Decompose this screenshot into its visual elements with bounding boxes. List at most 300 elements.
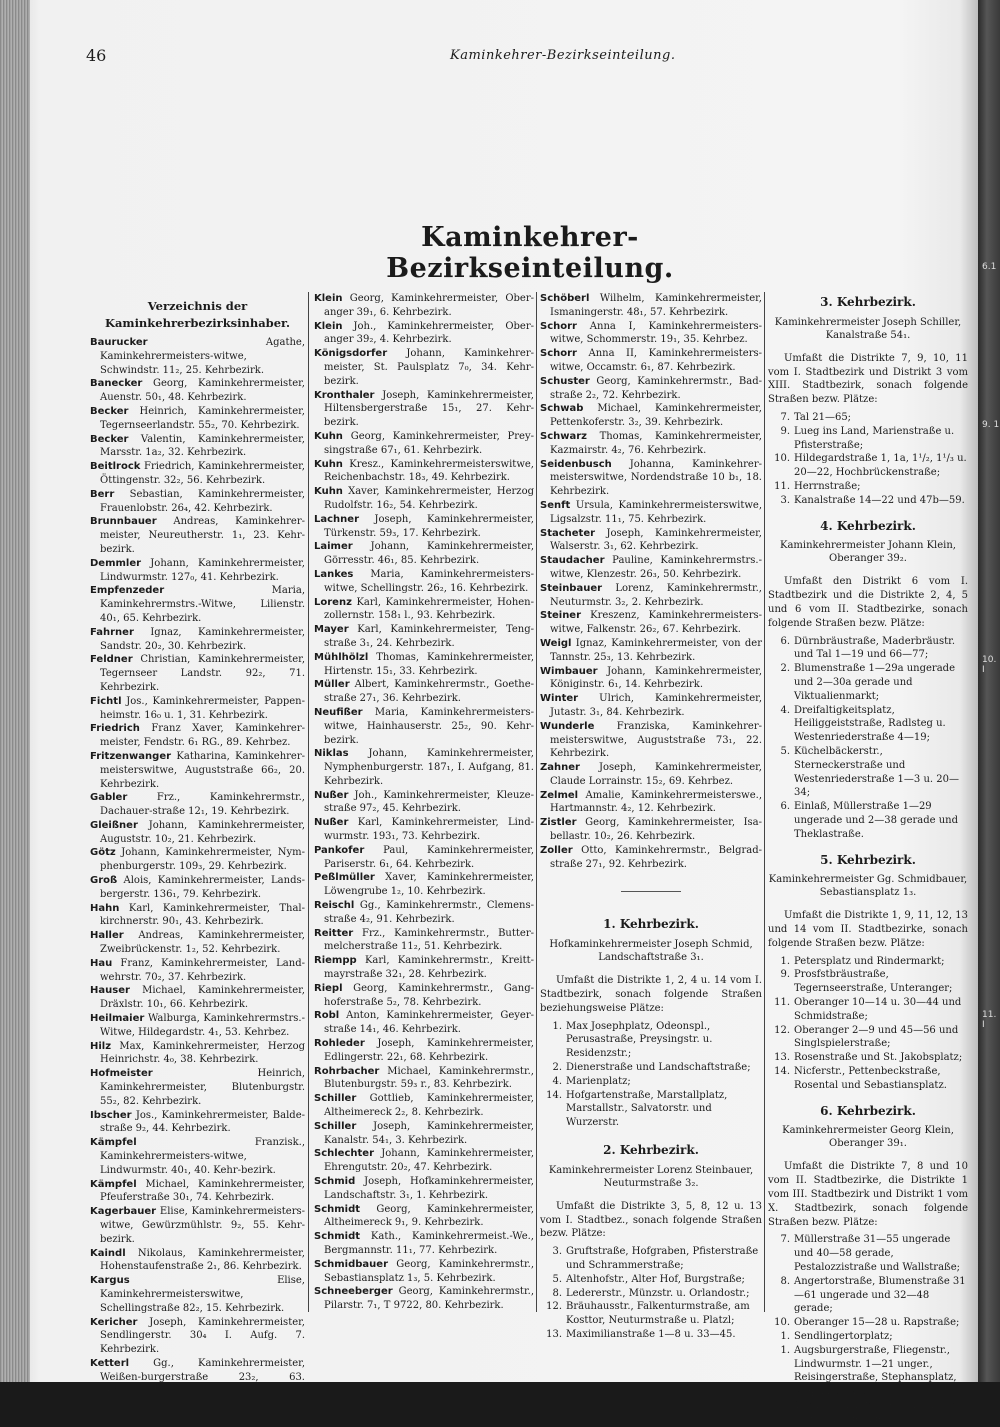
kehrbezirk-title: 5. Kehrbezirk. (820, 852, 916, 867)
street-names: Oberanger 15—28 u. Rapstraße; (794, 1317, 960, 1329)
index-entry (540, 347, 762, 375)
index-entry (314, 1147, 534, 1175)
street-entry (768, 411, 968, 425)
entry-text: Agathe, Kaminkehrermeisters-witwe, Schwindstr. 11₂, 25. Kehrbezirk. (100, 337, 305, 376)
kehrbezirk-title: 3. Kehrbezirk. (820, 295, 916, 309)
index-entry (90, 722, 305, 750)
binding-gutter (0, 0, 30, 1382)
index-entry (314, 513, 534, 541)
index-entry (540, 554, 762, 582)
entry-text: Jos., Kaminkehrermeister, Pappen-heimstr. 16₀ u. 1, 31. Kehrbezirk. (100, 695, 305, 721)
entry-name: Niklas (314, 748, 349, 760)
entry-text: Gg., Kaminkehrermstr., Clemens-straße 4₂, 91. Kehrbezirk. (324, 900, 534, 925)
district-number: 1. (552, 1020, 562, 1032)
index-entry (90, 584, 305, 625)
street-entry (768, 425, 968, 453)
district-number: 5. (552, 1273, 562, 1285)
entry-text: Georg, Kaminkehrermeister, Altheimereck 9₁, 9. Kehrbezirk. (324, 1203, 534, 1229)
entry-name: Beitlrock (90, 461, 141, 473)
entry-name: Schiller (314, 1093, 357, 1105)
index-entry (314, 568, 534, 596)
street-entry (540, 1287, 762, 1301)
entry-text: Joseph, Kaminkehrermeister, Walserstr. 3₁, 62. Kehrbezirk. (550, 527, 762, 553)
index-entry (314, 747, 534, 788)
entry-text: Johann, Kaminkehrer-meister, St. Paulsplatz 7₀, 34. Kehr-bezirk. (324, 348, 534, 387)
entry-name: Neufißer (314, 706, 363, 718)
main-title: Kaminkehrer-Bezirkseinteilung. (386, 222, 674, 284)
street-list (768, 955, 968, 1093)
entry-name: Klein (314, 293, 343, 304)
entry-name: Haller (90, 930, 124, 942)
entry-name: Hau (90, 957, 113, 969)
entry-text: Pauline, Kaminkehrermstrs.-witwe, Klenzestr. 26₃, 50. Kehrbezirk. (550, 555, 762, 580)
section-separator (621, 891, 681, 892)
district-number: 10. (774, 453, 790, 465)
index-list-1 (90, 336, 305, 1398)
entry-name: Fritzenwanger (90, 750, 172, 762)
entry-name: Fahrner (90, 626, 134, 638)
index-entry (90, 750, 305, 791)
district-number: 13. (546, 1329, 562, 1340)
entry-text: Lorenz, Kaminkehrermstr., Neuturmstr. 3₂, 2. Kehrbezirk. (550, 582, 762, 608)
street-entry (768, 800, 968, 841)
street-entry (768, 1051, 968, 1065)
entry-name: Mühlhölzl (314, 651, 369, 663)
entry-name: Gabler (90, 792, 128, 804)
index-entry (90, 515, 305, 556)
kehrbezirk-master: Kaminkehrermeister Georg Klein, Oberanger 39₁. (782, 1125, 954, 1150)
entry-text: Joseph, Kaminkehrermeister, Claude Lorrainstr. 15₂, 69. Kehrbez. (550, 762, 762, 787)
entry-text: Joseph, Kaminkehrermeister, Edlingerstr. 22₁, 68. Kehrbezirk. (324, 1038, 534, 1063)
district-number: 7. (780, 1234, 790, 1246)
entry-name: Schiller (314, 1120, 357, 1132)
entry-name: Schneeberger (314, 1286, 393, 1298)
entry-name: Lankes (314, 568, 354, 580)
entry-text: Joseph, Kaminkehrermeister, Türkenstr. 59₃, 17. Kehrbezirk. (324, 513, 534, 539)
street-entry (540, 1245, 762, 1273)
entry-name: Nußer (314, 817, 349, 829)
entry-text: Otto, Kaminkehrermstr., Belgrad-straße 27₁, 92. Kehrbezirk. (550, 844, 762, 870)
entry-name: Winter (540, 693, 579, 705)
index-entry (90, 1067, 305, 1108)
street-entry (768, 745, 968, 800)
entry-text: Xaver, Kaminkehrermeister, Löwengrube 1₂, 10. Kehrbezirk. (324, 872, 534, 898)
entry-text: Ignaz, Kaminkehrermeister, Sandstr. 20₂, 30. Kehrbezirk. (100, 626, 305, 652)
entry-name: Peßlmüller (314, 872, 375, 884)
entry-text: Friedrich, Kaminkehrermeister, Öttingenstr. 32₂, 56. Kehrbezirk. (100, 461, 305, 486)
entry-text: Joseph, Hofkaminkehrermeister, Landschaftstr. 3₁, 1. Kehrbezirk. (324, 1176, 534, 1201)
entry-text: Nikolaus, Kaminkehrermeister, Hohenstaufenstraße 2₁, 86. Kehrbezirk. (100, 1247, 305, 1273)
entry-name: Senft (540, 499, 571, 511)
index-entry (90, 929, 305, 957)
index-entry (540, 789, 762, 817)
kehrbezirk-description: Umfaßt den Distrikt 6 vom I. Stadtbezirk und die Distrikte 2, 4, 5 und 6 vom II. Stadtbezirke, sonach folgende Straßen bezw. Plätze: (768, 576, 968, 629)
index-entry (314, 1175, 534, 1203)
running-head: Kaminkehrer-Bezirkseinteilung. (450, 48, 676, 63)
street-entry (540, 1061, 762, 1075)
entry-name: Schorr (540, 348, 577, 360)
kehrbezirk-master: Hofkaminkehrermeister Joseph Schmid, Landschaftstraße 3₁. (549, 939, 753, 964)
index-entry (90, 1109, 305, 1137)
index-entry (314, 899, 534, 927)
entry-name: Banecker (90, 378, 143, 390)
district-number: 3. (780, 494, 790, 506)
kehrbezirk-description: Umfaßt die Distrikte 1, 9, 11, 12, 13 und 14 vom II. Stadtbezirke, sonach folgende Straßen bezw. Plätze: (768, 910, 968, 949)
index-list-2 (314, 292, 534, 1313)
index-entry (90, 1205, 305, 1246)
facing-page-edge (978, 0, 1000, 1382)
entry-name: Ibscher (90, 1109, 132, 1121)
entry-name: Nußer (314, 789, 349, 801)
index-entry (90, 846, 305, 874)
entry-name: Schmidt (314, 1203, 361, 1215)
street-names: Sendlingertorplatz; (794, 1331, 893, 1343)
district-number: 2. (552, 1062, 562, 1074)
street-names: Hofgartenstraße, Marstallplatz, Marstallstr., Salvatorstr. und Wurzerstr. (566, 1089, 728, 1129)
index-entry (314, 485, 534, 513)
street-entry (768, 452, 968, 480)
district-number: 11. (774, 997, 790, 1009)
street-entry (768, 635, 968, 663)
index-entry (314, 789, 534, 817)
entry-name: Riepl (314, 982, 343, 994)
kehrbezirk-description: Umfaßt die Distrikte 7, 9, 10, 11 vom I. Stadtbezirk und Distrikt 3 vom XIII. Stadtbezirk, sonach folgende Straßen bezw. Plätze: (768, 352, 968, 406)
street-names: Dürnbräustraße, Maderbräustr. und Tal 1—19 und 66—77; (794, 635, 956, 661)
entry-name: Kargus (90, 1275, 130, 1287)
entry-name: Schwab (540, 403, 584, 415)
entry-name: Brunnbauer (90, 516, 157, 528)
index-entry (314, 678, 534, 706)
street-names: Maximilianstraße 1—8 u. 33—45. (566, 1329, 736, 1340)
street-names: Ledererstr., Münzstr. u. Orlandostr.; (566, 1287, 750, 1299)
entry-name: Robl (314, 1010, 340, 1022)
entry-name: Becker (90, 433, 129, 445)
entry-name: Schmid (314, 1176, 356, 1187)
street-entry (768, 1344, 968, 1427)
entry-text: Amalie, Kaminkehrermeisterswe., Hartmannstr. 4₂, 12. Kehrbezirk. (550, 789, 762, 815)
street-names: Max Josephplatz, Odeonspl., Perusastraße, Preysingstr. u. Residenzstr.; (566, 1020, 713, 1060)
entry-text: Karl, Kaminkehrermeister, Teng-straße 3₁, 24. Kehrbezirk. (324, 624, 534, 649)
entry-text: Karl, Kaminkehrermstr., Kreitt-mayrstraße 32₁, 28. Kehrbezirk. (324, 955, 534, 981)
entry-text: Xaver, Kaminkehrermeister, Herzog Rudolfstr. 16₂, 54. Kehrbezirk. (324, 486, 534, 511)
entry-name: Empfenzeder (90, 585, 165, 597)
entry-text: Johann, Kaminkehrermeister, Nym-phenburgerstr. 109₃, 29. Kehrbezirk. (100, 847, 305, 873)
entry-name: Schuster (540, 375, 590, 387)
kehrbezirk-master: Kaminkehrermeister Lorenz Steinbauer, Neuturmstraße 3₂. (548, 1164, 754, 1189)
entry-text: Johann, Kaminkehrermeister, Lindwurmstr. 127₀, 41. Kehrbezirk. (100, 557, 305, 583)
index-entry (314, 292, 534, 320)
entry-name: Schmidbauer (314, 1258, 388, 1270)
entry-text: Johann, Kaminkehrermeister, Königinstr. 6₁, 14. Kehrbezirk. (550, 665, 762, 691)
entry-text: Georg, Kaminkehrermstr., Gang-hoferstraße 5₂, 78. Kehrbezirk. (324, 982, 534, 1008)
index-entry (314, 927, 534, 955)
index-entry (90, 1316, 305, 1357)
entry-name: Zoller (540, 844, 573, 856)
district-number: 12. (546, 1301, 562, 1313)
entry-text: Franziska, Kaminkehrer-meisterswitwe, Auguststraße 73₁, 22. Kehrbezirk. (550, 720, 762, 760)
index-entry (314, 871, 534, 899)
street-list (768, 1233, 968, 1426)
index-entry (540, 292, 762, 320)
index-heading-line1: Verzeichnis der (147, 299, 248, 313)
entry-name: Kaindl (90, 1247, 126, 1259)
entry-name: Lorenz (314, 596, 352, 608)
district-number: 12. (774, 1024, 790, 1036)
entry-text: Thomas, Kaminkehrermeister, Kazmairstr. 4₂, 76. Kehrbezirk. (550, 430, 762, 456)
street-names: Oberanger 10—14 u. 30—44 und Schmidstraße; (794, 997, 962, 1022)
bezirk-column-4 (768, 292, 968, 1427)
index-entry (540, 844, 762, 872)
index-entry (90, 336, 305, 377)
index-entry (90, 460, 305, 488)
street-names: Marienplatz; (566, 1075, 631, 1087)
entry-text: Jos., Kaminkehrermeister, Balde-straße 9₂, 44. Kehrbezirk. (100, 1109, 305, 1135)
entry-name: Kuhn (314, 458, 343, 470)
entry-text: Georg, Kaminkehrermstr., Sebastiansplatz 1₃, 5. Kehrbezirk. (324, 1258, 534, 1284)
district-number: 8. (780, 1275, 790, 1287)
entry-text: Gottlieb, Kaminkehrermeister, Altheimereck 2₂, 8. Kehrbezirk. (324, 1093, 534, 1119)
district-number: 13. (774, 1052, 790, 1064)
index-entry (314, 1120, 534, 1148)
street-names: Küchelbäckerstr., Sterneckerstraße und Westenriederstraße 1—3 u. 20—34; (794, 745, 959, 799)
entry-text: Katharina, Kaminkehrer-meisterswitwe, Auguststraße 66₂, 20. Kehrbezirk. (100, 750, 305, 790)
index-entry (90, 984, 305, 1012)
index-entry (314, 1285, 534, 1313)
index-entry (540, 582, 762, 610)
entry-text: Franz, Kaminkehrermeister, Land-wehrstr. 70₂, 37. Kehrbezirk. (100, 957, 305, 983)
entry-text: Kresz., Kaminkehrermeisterswitwe, Reichenbachstr. 18₃, 49. Kehrbezirk. (324, 458, 534, 484)
street-names: Oberanger 2—9 und 45—56 und Singlspielerstraße; (794, 1024, 959, 1050)
entry-name: Königsdorfer (314, 348, 388, 360)
entry-text: Maria, Kaminkehrermstrs.-Witwe, Lilienstr. 40₁, 65. Kehrbezirk. (100, 585, 305, 624)
index-entry (90, 902, 305, 930)
street-entry (540, 1075, 762, 1089)
entry-name: Zistler (540, 817, 577, 829)
index-heading-line2: Kaminkehrerbezirksinhaber. (104, 316, 291, 330)
index-entry (314, 596, 534, 624)
street-names: Tal 21—65; (794, 411, 852, 423)
street-names: Kanalstraße 14—22 und 47b—59. (794, 494, 965, 506)
index-entry (90, 626, 305, 654)
street-names: Dreifaltigkeitsplatz, Heiliggeiststraße, Radlsteg u. Westenriederstraße 4—19; (794, 704, 946, 744)
index-column-2 (314, 292, 534, 1313)
edge-fragment: 9. 1 (982, 420, 1000, 430)
entry-name: Kuhn (314, 486, 343, 498)
entry-name: Mayer (314, 624, 349, 636)
street-list (540, 1245, 762, 1342)
entry-text: Andreas, Kaminkehrermeister, Zweibrückenstr. 1₂, 52. Kehrbezirk. (100, 930, 305, 956)
entry-name: Berr (90, 488, 115, 500)
index-entry (314, 651, 534, 679)
index-entry (314, 1009, 534, 1037)
street-entry (768, 955, 968, 969)
entry-name: Klein (314, 320, 343, 332)
index-entry (314, 816, 534, 844)
street-names: Gruftstraße, Hofgraben, Pfisterstraße und Schrammerstraße; (566, 1246, 759, 1272)
entry-name: Kuhn (314, 430, 343, 442)
index-entry (90, 1040, 305, 1068)
entry-text: Maria, Kaminkehrermeisters-witwe, Schellingstr. 26₂, 16. Kehrbezirk. (324, 568, 534, 594)
street-entry (768, 494, 968, 508)
index-entry (314, 1230, 534, 1258)
index-entry (540, 499, 762, 527)
entry-name: Schorr (540, 320, 577, 332)
entry-text: Wilhelm, Kaminkehrermeister, Ismaningerstr. 48₁, 57. Kehrbezirk. (550, 293, 762, 318)
entry-text: Michael, Kaminkehrermstr., Blutenburgstr. 59₃ r., 83. Kehrbezirk. (324, 1065, 534, 1091)
district-number: 14. (774, 1066, 790, 1078)
index-entry (314, 1258, 534, 1286)
street-names: Bräuhausstr., Falkenturmstraße, am Kosttor, Neuturmstraße u. Platzl; (566, 1301, 750, 1327)
index-entry (540, 665, 762, 693)
entry-text: Joseph, Kaminkehrermeister, Hiltensbergerstraße 15₁, 27. Kehr-bezirk. (324, 389, 534, 429)
street-entry (540, 1273, 762, 1287)
column-rule (308, 292, 309, 1312)
edge-fragment: 11. I (982, 1010, 997, 1030)
entry-name: Hofmeister (90, 1068, 153, 1080)
entry-text: Elise, Kaminkehrermeisters-witwe, Gewürzmühlstr. 9₂, 55. Kehr-bezirk. (100, 1206, 305, 1245)
kehrbezirk-2 (540, 1144, 762, 1342)
index-entry (90, 1274, 305, 1315)
index-entry (314, 1203, 534, 1231)
entry-text: Alois, Kaminkehrermeister, Lands-bergerstr. 136₁, 79. Kehrbezirk. (100, 875, 305, 900)
entry-name: Hilz (90, 1040, 112, 1052)
entry-name: Baurucker (90, 337, 148, 348)
street-entry (768, 1065, 968, 1093)
index-entry (314, 389, 534, 430)
district-number: 8. (552, 1287, 562, 1299)
entry-name: Götz (90, 847, 116, 859)
entry-text: Albert, Kaminkehrermstr., Goethe-straße 27₁, 36. Kehrbezirk. (324, 679, 534, 705)
entry-name: Steiner (540, 610, 582, 622)
index-entry (90, 1357, 305, 1398)
index-entry (90, 1247, 305, 1275)
edge-fragment: 10. I (982, 655, 997, 675)
index-entry (540, 637, 762, 665)
column-rule (764, 292, 765, 1312)
index-entry (314, 430, 534, 458)
entry-text: Joseph, Kaminkehrermeister, Kanalstr. 54₁, 3. Kehrbezirk. (324, 1120, 534, 1146)
entry-name: Staudacher (540, 555, 605, 567)
entry-text: Walburga, Kaminkehrermstrs.-Witwe, Hildegardstr. 4₁, 53. Kehrbez. (100, 1013, 305, 1038)
street-names: Lueg ins Land, Marienstraße u. Pfisterstraße; (794, 425, 955, 451)
entry-name: Rohleder (314, 1038, 365, 1050)
entry-text: Sebastian, Kaminkehrermeister, Frauenlobstr. 26₄, 42. Kehrbezirk. (100, 488, 305, 514)
index-entry (314, 954, 534, 982)
entry-text: Georg, Kaminkehrermeister, Auenstr. 50₁, 48. Kehrbezirk. (100, 378, 305, 404)
district-number: 6. (780, 801, 790, 813)
kehrbezirk-title: 4. Kehrbezirk. (820, 518, 916, 533)
index-entry (314, 458, 534, 486)
district-number: 10. (774, 1317, 790, 1329)
index-entry (90, 1136, 305, 1177)
kehrbezirk-5 (768, 854, 968, 1093)
street-entry (540, 1328, 762, 1342)
index-column-1 (90, 292, 305, 1398)
entry-text: Heinrich, Kaminkehrermeister, Blutenburgstr. 55₂, 82. Kehrbezirk. (100, 1068, 305, 1107)
district-number: 4. (552, 1075, 562, 1087)
entry-text: Max, Kaminkehrermeister, Herzog Heinrichstr. 4₀, 38. Kehrbezirk. (100, 1040, 305, 1066)
district-number: 3. (552, 1246, 562, 1258)
index-entry (90, 819, 305, 847)
district-number: 14. (546, 1089, 562, 1101)
index-entry (90, 791, 305, 819)
kehrbezirk-description: Umfaßt die Distrikte 1, 2, 4 u. 14 vom I. Stadtbezirk, sonach folgende Straßen beziehungsweise Plätze: (540, 975, 762, 1014)
index-entry (314, 706, 534, 747)
index-list-3 (540, 292, 762, 871)
entry-text: Frz., Kaminkehrermstr., Butter-melcherstraße 11₂, 51. Kehrbezirk. (324, 927, 534, 953)
street-entry (768, 996, 968, 1024)
index-entry (314, 347, 534, 388)
entry-name: Reitter (314, 927, 354, 939)
entry-name: Becker (90, 405, 129, 417)
street-entry (768, 1316, 968, 1330)
entry-name: Kämpfel (90, 1137, 137, 1149)
entry-text: Ignaz, Kaminkehrermeister, von der Tannstr. 25₃, 13. Kehrbezirk. (550, 637, 762, 663)
index-entry (540, 692, 762, 720)
edge-fragment: 6.1 (982, 262, 997, 272)
index-entry (540, 320, 762, 348)
entry-text: Karl, Kaminkehrermeister, Lind-wurmstr. 193₁, 73. Kehrbezirk. (324, 817, 534, 843)
entry-text: Joh., Kaminkehrermeister, Ober-anger 39₂, 4. Kehrbezirk. (324, 320, 534, 346)
street-names: Einlaß, Müllerstraße 1—29 ungerade und 2—38 gerade und Theklastraße. (794, 801, 959, 840)
entry-name: Schlechter (314, 1148, 374, 1160)
index-entry (314, 1037, 534, 1065)
street-entry (768, 1275, 968, 1316)
entry-text: Johann, Kaminkehrermeister, Auguststr. 10₂, 21. Kehrbezirk. (100, 819, 305, 845)
column-rule (536, 292, 537, 1312)
index-entry (540, 402, 762, 430)
entry-text: Johann, Kaminkehrermeister, Nymphenburgerstr. 187₁, I. Aufgang, 81. Kehrbezirk. (324, 748, 534, 787)
index-entry (90, 1178, 305, 1206)
kehrbezirk-6 (768, 1105, 968, 1427)
index-entry (314, 1065, 534, 1093)
entry-text: Andreas, Kaminkehrer-meister, Neureutherstr. 1₁, 23. Kehr-bezirk. (100, 516, 305, 555)
entry-name: Demmler (90, 557, 142, 569)
index-entry (90, 377, 305, 405)
kehrbezirk-3 (768, 296, 968, 508)
entry-text: Anna I, Kaminkehrermeisters-witwe, Schommerstr. 19₁, 35. Kehrbez. (550, 320, 762, 346)
street-entry (768, 1330, 968, 1344)
street-entry (768, 1024, 968, 1052)
entry-text: Gg., Kaminkehrermeister, Weißen-burgerstraße 23₂, 63. Kehrbezirk. (100, 1357, 305, 1397)
entry-name: Kagerbauer (90, 1206, 157, 1218)
entry-text: Ursula, Kaminkehrermeisterswitwe, Ligsalzstr. 11₁, 75. Kehrbezirk. (550, 499, 762, 525)
index-heading (90, 298, 305, 332)
index-entry (540, 458, 762, 499)
entry-text: Christian, Kaminkehrermeister, Tegernseer Landstr. 92₂, 71. Kehrbezirk. (100, 654, 305, 693)
street-names: Herrnstraße; (794, 480, 861, 492)
entry-name: Zahner (540, 762, 580, 774)
street-entry (768, 1233, 968, 1274)
entry-text: Franzisk., Kaminkehrermeisters-witwe, Lindwurmstr. 40₁, 40. Kehr-bezirk. (100, 1137, 305, 1176)
entry-text: Kreszenz, Kaminkehrermeisters-witwe, Falkenstr. 26₂, 67. Kehrbezirk. (550, 610, 762, 636)
entry-name: Kämpfel (90, 1178, 137, 1190)
street-names: Hildegardstraße 1, 1a, 1¹/₂, 1¹/₃ u. 20—22, Hochbrückenstraße; (794, 453, 967, 479)
entry-name: Riempp (314, 955, 357, 967)
index-entry (314, 1092, 534, 1120)
index-entry (90, 488, 305, 516)
index-entry (314, 844, 534, 872)
street-names: Prosfstbräustraße, Tegernseerstraße, Unteranger; (794, 969, 953, 995)
entry-text: Valentin, Kaminkehrermeister, Marsstr. 1a₂, 32. Kehrbezirk. (100, 433, 305, 459)
district-number: 9. (780, 425, 790, 437)
entry-text: Georg, Kaminkehrermstr., Bad-straße 2₂, 72. Kehrbezirk. (550, 375, 762, 401)
page-number: 46 (86, 46, 107, 65)
kehrbezirk-1 (540, 918, 762, 1130)
index-entry (314, 540, 534, 568)
entry-text: Johann, Kaminkehrermeister, Ehrengutstr. 20₂, 47. Kehrbezirk. (324, 1148, 534, 1174)
entry-name: Müller (314, 679, 350, 691)
